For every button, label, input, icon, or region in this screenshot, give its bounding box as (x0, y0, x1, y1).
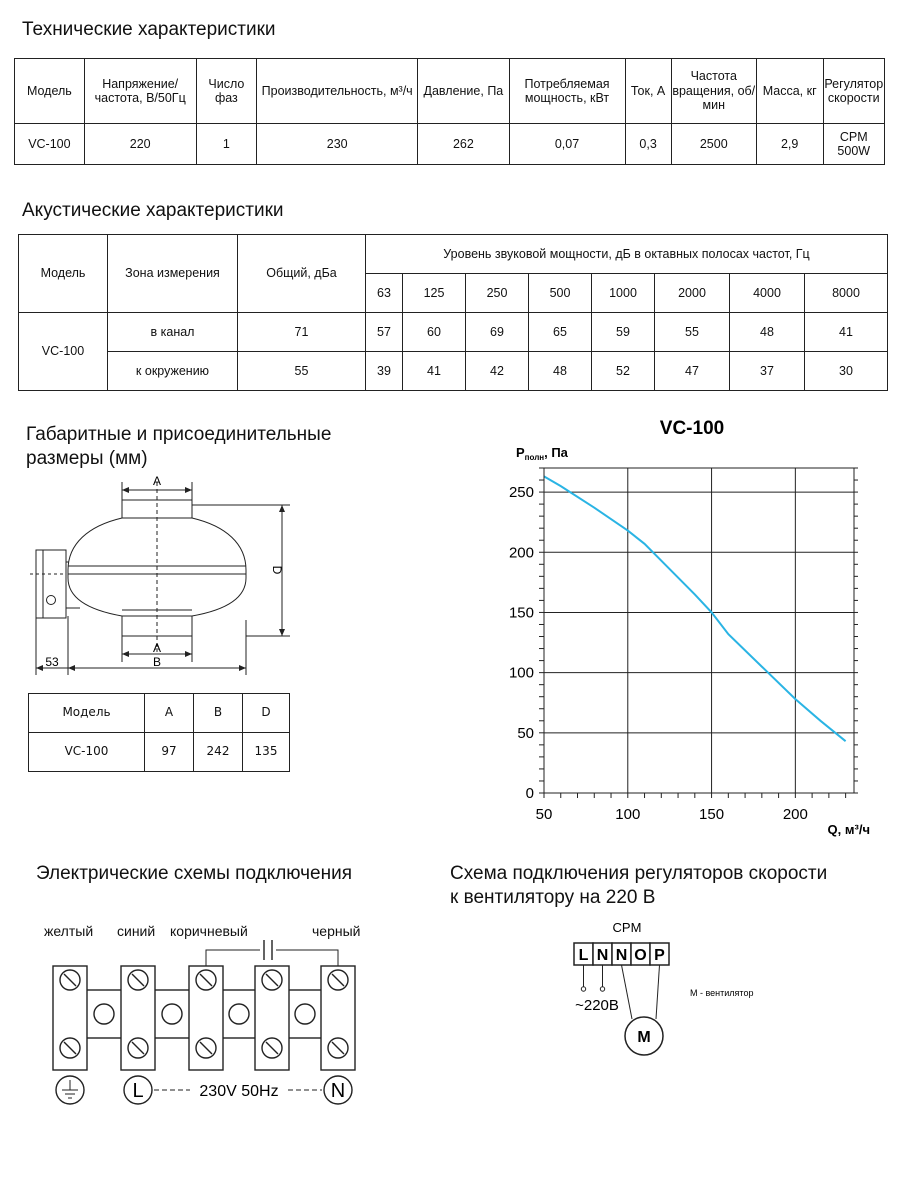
supply-label: ~220В (575, 997, 619, 1014)
acoustic-value: 37 (730, 352, 805, 391)
dim-label-a-top: A (152, 474, 162, 488)
chart-xtick-label: 100 (615, 806, 641, 823)
tech-header-cell: Напряжение/ частота, В/50Гц (84, 59, 196, 124)
dim-label-53: 53 (45, 655, 59, 669)
acoustic-value: 59 (592, 313, 655, 352)
dims-title (26, 423, 331, 471)
tech-cell: 2,9 (756, 124, 823, 165)
dims-header-row (29, 694, 290, 733)
tech-header-cell: Частота вращения, об/мин (671, 59, 756, 124)
acoustic-value: 69 (466, 313, 529, 352)
tech-cell: 230 (257, 124, 418, 165)
freq-cell: 125 (403, 274, 466, 313)
chart-ylabel-main: P (516, 445, 525, 460)
dims-header-cell: B (194, 694, 243, 733)
wire-black (276, 950, 338, 966)
regulator-label: CPM 500W (837, 129, 871, 158)
acoustic-value: 42 (466, 352, 529, 391)
dims-header-cell: A (145, 694, 194, 733)
tech-cell: 0,07 (509, 124, 625, 165)
fan-dimension-drawing (28, 470, 298, 680)
acoustic-value: 60 (403, 313, 466, 352)
chart-xlabel: Q, м³/ч (827, 822, 870, 837)
regulator-terminal-label: P (654, 947, 665, 964)
chart-ytick-label: 200 (508, 544, 534, 562)
acoustic-value: 41 (403, 352, 466, 391)
regulator-terminal-label: N (615, 947, 628, 964)
wire-label-yellow: желтый (44, 923, 94, 939)
acoustic-value: 47 (655, 352, 730, 391)
line-l-label: L (132, 1080, 144, 1102)
reg-title-line2: к вентилятору на 220 В (450, 887, 656, 908)
chart-ytick-label: 100 (508, 664, 534, 682)
dims-table (28, 693, 290, 772)
chart-xtick-label: 150 (699, 806, 725, 823)
tech-header-cell: Число фаз (196, 59, 257, 124)
chart-ytick-label: 150 (508, 604, 534, 622)
link-screw-icon (229, 1004, 249, 1024)
tech-header-row (15, 59, 885, 124)
chart-ytick-label: 250 (508, 484, 534, 502)
regulator-terminal-label: L (578, 947, 589, 964)
motor-lead (622, 965, 633, 1019)
tech-cell: 262 (418, 124, 509, 165)
freq-cell: 1000 (592, 274, 655, 313)
voltage-label: 230V 50Hz (199, 1083, 279, 1100)
tech-header-cell: Масса, кг (756, 59, 823, 124)
acoustic-value: 30 (805, 352, 888, 391)
chart-ytick-label: 0 (525, 785, 534, 802)
dims-cell: 242 (194, 733, 243, 772)
dim-label-b: B (152, 655, 162, 669)
dim-label-d: D (270, 565, 284, 575)
dims-header-cell: Модель (29, 694, 145, 733)
acoustic-table (18, 234, 888, 391)
reg-title-line1: Схема подключения регуляторов скорости (450, 863, 828, 884)
acoustic-title: Акустические характеристики (22, 200, 284, 221)
dims-cell: VC-100 (29, 733, 145, 772)
dims-data-row (29, 733, 290, 772)
regulator-terminal-label: N (596, 947, 609, 964)
tech-data-row (15, 124, 885, 165)
tech-cell: 0,3 (625, 124, 671, 165)
chart-ylabel (516, 445, 569, 462)
acoustic-h-model: Модель (19, 235, 108, 313)
motor-lead (656, 965, 660, 1019)
link-screw-icon (94, 1004, 114, 1024)
link-screw-icon (162, 1004, 182, 1024)
wire-label-black: черный (312, 923, 361, 939)
acoustic-value: 52 (592, 352, 655, 391)
acoustic-value: 48 (730, 313, 805, 352)
supply-terminal-dot (581, 987, 585, 991)
neutral-n-label: N (330, 1080, 346, 1102)
tech-cell: 220 (84, 124, 196, 165)
chart-ylabel-unit: , Па (544, 445, 568, 460)
freq-cell: 250 (466, 274, 529, 313)
tech-title: Технические характеристики (22, 19, 276, 40)
pressure-flow-chart (480, 410, 880, 840)
acoustic-total: 71 (238, 313, 366, 352)
freq-cell: 63 (366, 274, 403, 313)
acoustic-h-zone: Зона измерения (108, 235, 238, 313)
acoustic-value: 55 (655, 313, 730, 352)
dims-title-line2: размеры (мм) (26, 448, 148, 469)
wire-label-blue: синий (117, 923, 156, 939)
acoustic-row (19, 352, 888, 391)
chart-series-line (544, 476, 846, 741)
acoustic-total: 55 (238, 352, 366, 391)
motor-label: M (637, 1029, 651, 1046)
acoustic-value: 41 (805, 313, 888, 352)
tech-cell: VC-100 (15, 124, 85, 165)
acoustic-zone: к окружению (108, 352, 238, 391)
regulator-terminal-label: O (634, 947, 647, 964)
tech-cell: 1 (196, 124, 257, 165)
dims-cell: 135 (243, 733, 290, 772)
chart-title: VC-100 (659, 418, 725, 439)
tech-header-cell: Потребляемая мощность, кВт (509, 59, 625, 124)
chart-ylabel-sub: полн (524, 453, 545, 462)
tech-table (14, 58, 885, 165)
dims-header-cell: D (243, 694, 290, 733)
motor-legend: М - вентилятор (690, 988, 754, 998)
acoustic-model: VC-100 (19, 313, 108, 391)
wire-label-brown: коричневый (170, 923, 248, 939)
dim-label-a-bottom: A (152, 641, 162, 655)
acoustic-value: 39 (366, 352, 403, 391)
tech-header-cell: Ток, А (625, 59, 671, 124)
dims-cell: 97 (145, 733, 194, 772)
chart-ytick-label: 50 (517, 724, 534, 742)
tech-cell: 2500 (671, 124, 756, 165)
acoustic-h-bands: Уровень звуковой мощности, дБ в октавных полосах частот, Гц (366, 235, 888, 274)
acoustic-value: 57 (366, 313, 403, 352)
freq-cell: 2000 (655, 274, 730, 313)
chart-xtick-label: 50 (535, 806, 553, 823)
freq-cell: 500 (529, 274, 592, 313)
dims-title-line1: Габаритные и присоединительные (26, 424, 332, 445)
acoustic-value: 65 (529, 313, 592, 352)
tech-header-cell: Производительность, м³/ч (257, 59, 418, 124)
tech-header-cell: Модель (15, 59, 85, 124)
reg-title (450, 862, 827, 910)
elec-title: Электрические схемы подключения (36, 863, 353, 884)
acoustic-value: 48 (529, 352, 592, 391)
freq-cell: 4000 (730, 274, 805, 313)
freq-cell: 8000 (805, 274, 888, 313)
tech-header-cell: Регулятор скорости (823, 59, 884, 124)
wire-brown (206, 950, 260, 966)
cpm-label: CPM (612, 920, 642, 935)
link-screw-icon (295, 1004, 315, 1024)
regulator-diagram (560, 915, 780, 1065)
supply-terminal-dot (600, 987, 604, 991)
acoustic-header-row (19, 235, 888, 274)
acoustic-h-total: Общий, дБа (238, 235, 366, 313)
chart-plot-frame (544, 468, 854, 793)
acoustic-zone: в канал (108, 313, 238, 352)
chart-xtick-label: 200 (782, 806, 808, 823)
acoustic-row (19, 313, 888, 352)
tech-header-cell: Давление, Па (418, 59, 509, 124)
terminal-block-diagram (40, 940, 380, 1100)
tech-cell (823, 124, 884, 165)
